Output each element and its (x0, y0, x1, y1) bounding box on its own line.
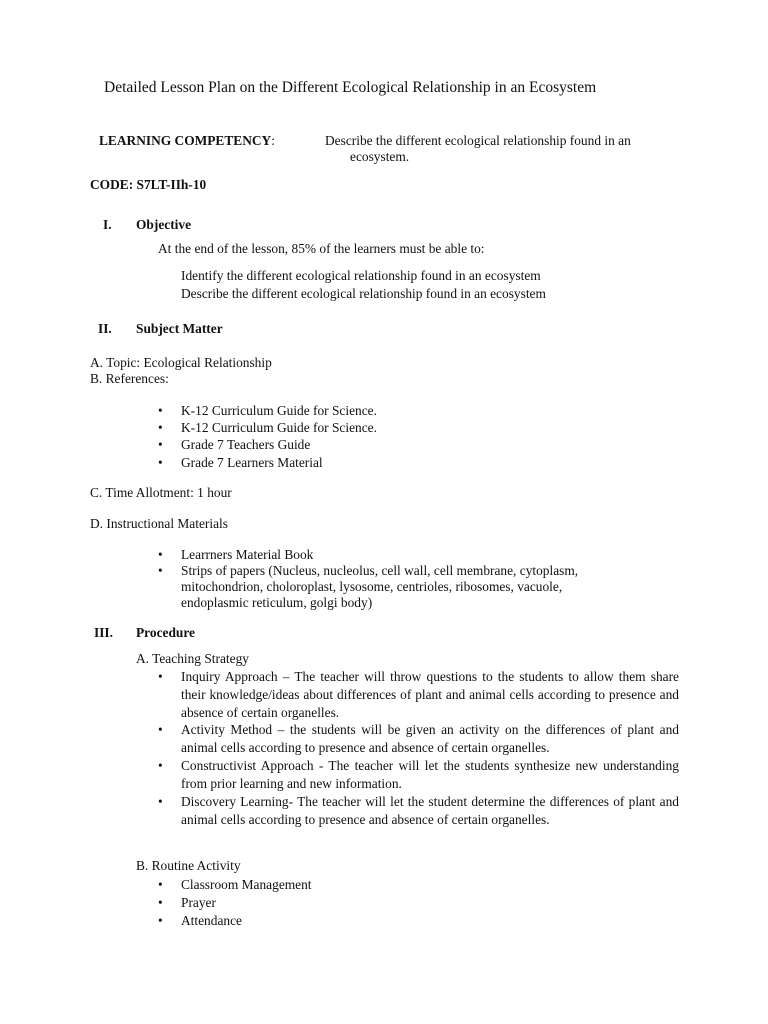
time-allotment: C. Time Allotment: 1 hour (90, 485, 232, 500)
document-title: Detailed Lesson Plan on the Different Ecological Relationship in an Ecosystem (104, 79, 597, 96)
strategy-item: • Constructivist Approach - The teacher will let the students synthesize new understanding from prior learning and new information. (181, 757, 679, 793)
material-item: • Learrners Material Book (181, 546, 313, 563)
objective-item: Identify the different ecological relationship found in an ecosystem (181, 268, 541, 283)
references-label: B. References: (90, 371, 169, 386)
code-label: CODE: S7LT-IIh-10 (90, 177, 207, 192)
reference-item: • Grade 7 Learners Material (181, 454, 323, 471)
routine-item: • Prayer (181, 894, 216, 911)
competency-label: LEARNING COMPETENCY: (99, 133, 275, 148)
material-item: • Strips of papers (Nucleus, nucleolus, cell wall, cell membrane, cytoplasm, (181, 562, 578, 579)
routine-item: • Classroom Management (181, 876, 312, 893)
competency-text-line2: ecosystem. (350, 149, 410, 164)
section2-numeral: II. (98, 321, 112, 336)
section3-heading: Procedure (136, 625, 196, 640)
material-item-continued: endoplasmic reticulum, golgi body) (181, 595, 373, 610)
routine-item: • Attendance (181, 912, 242, 929)
reference-item: • K-12 Curriculum Guide for Science. (181, 402, 377, 419)
routine-activity-label: B. Routine Activity (136, 858, 241, 873)
section2-heading: Subject Matter (136, 321, 223, 336)
teaching-strategy-label: A. Teaching Strategy (136, 651, 249, 666)
objective-intro: At the end of the lesson, 85% of the learners must be able to: (158, 241, 485, 256)
materials-label: D. Instructional Materials (90, 516, 228, 531)
reference-item: • K-12 Curriculum Guide for Science. (181, 419, 377, 436)
topic-line: A. Topic: Ecological Relationship (90, 355, 272, 370)
material-item-continued: mitochondrion, choloroplast, lysosome, centrioles, ribosomes, vacuole, (181, 579, 563, 594)
reference-item: • Grade 7 Teachers Guide (181, 436, 310, 453)
strategy-item: • Discovery Learning- The teacher will let the student determine the differences of plant and animal cells according to presence and absence of certain organelles. (181, 793, 679, 829)
strategy-item: • Activity Method – the students will be given an activity on the differences of plant and animal cells according to presence and absence of certain organelles. (181, 721, 679, 757)
strategy-item: • Inquiry Approach – The teacher will throw questions to the students to allow them share their knowledge/ideas about differences of plant and animal cells according to presence and absence of certain organelles. (181, 668, 679, 722)
section3-numeral: III. (94, 625, 113, 640)
section1-heading: Objective (136, 217, 192, 232)
section1-numeral: I. (103, 217, 112, 232)
competency-text-line1: Describe the different ecological relationship found in an (325, 133, 631, 148)
objective-item: Describe the different ecological relationship found in an ecosystem (181, 286, 546, 301)
